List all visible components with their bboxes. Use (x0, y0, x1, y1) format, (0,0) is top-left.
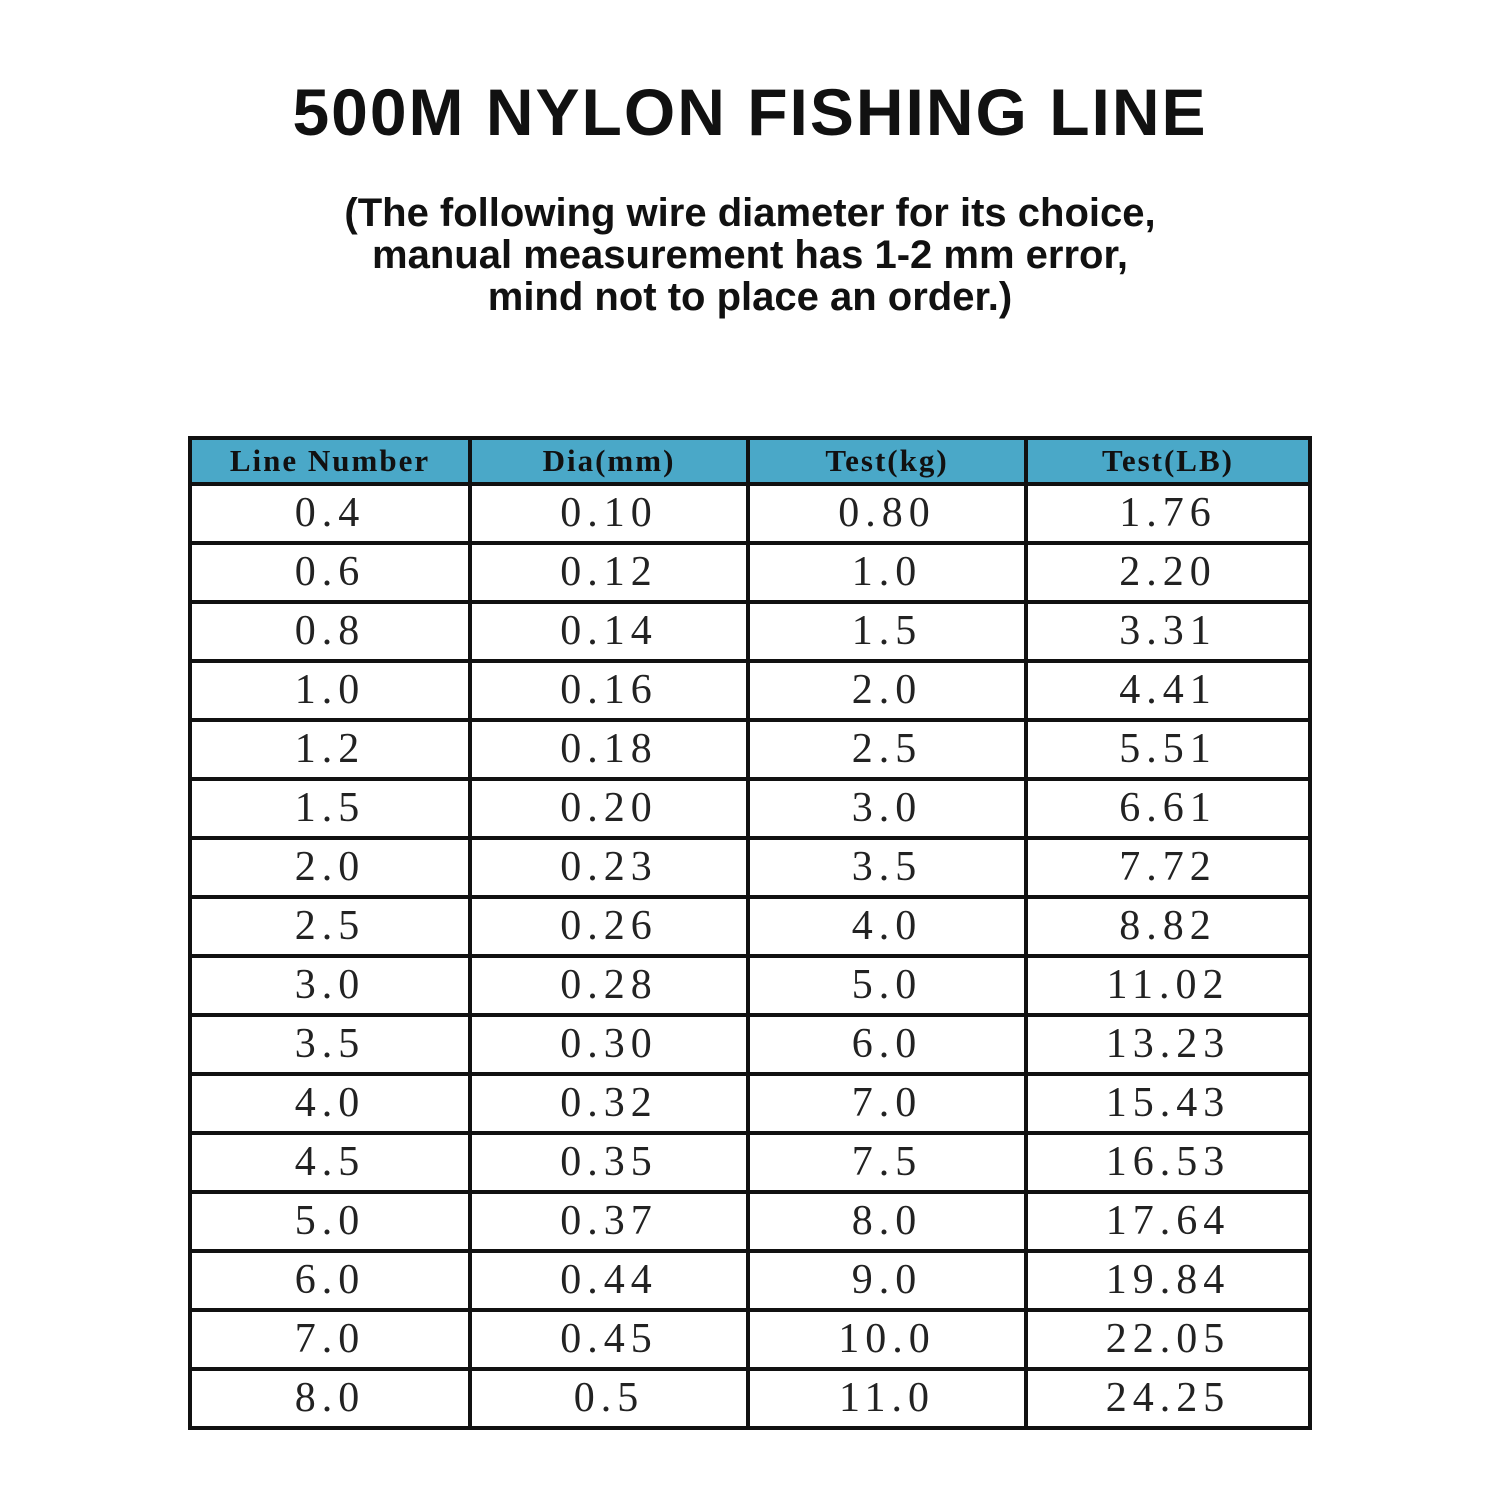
cell-test-lb: 2.20 (1026, 543, 1310, 602)
cell-test-lb: 13.23 (1026, 1015, 1310, 1074)
cell-line-number: 1.2 (190, 720, 470, 779)
table-header-row (190, 438, 1310, 484)
cell-line-number: 0.4 (190, 484, 470, 543)
cell-test-kg: 8.0 (748, 1192, 1026, 1251)
spec-table (188, 436, 1312, 1430)
table-row (190, 1074, 1310, 1133)
subtitle-line: (The following wire diameter for its choice, (344, 191, 1156, 235)
table-row (190, 1192, 1310, 1251)
table-row (190, 484, 1310, 543)
cell-test-lb: 8.82 (1026, 897, 1310, 956)
cell-test-lb: 22.05 (1026, 1310, 1310, 1369)
cell-test-kg: 0.80 (748, 484, 1026, 543)
cell-diameter: 0.28 (470, 956, 748, 1015)
table-row (190, 543, 1310, 602)
cell-diameter: 0.44 (470, 1251, 748, 1310)
cell-test-lb: 5.51 (1026, 720, 1310, 779)
cell-line-number: 2.5 (190, 897, 470, 956)
cell-test-kg: 5.0 (748, 956, 1026, 1015)
table-row (190, 1133, 1310, 1192)
cell-diameter: 0.16 (470, 661, 748, 720)
cell-diameter: 0.5 (470, 1369, 748, 1428)
table-row (190, 1251, 1310, 1310)
cell-test-kg: 2.0 (748, 661, 1026, 720)
cell-test-kg: 11.0 (748, 1369, 1026, 1428)
table-body (190, 484, 1310, 1428)
cell-test-kg: 3.0 (748, 779, 1026, 838)
cell-diameter: 0.20 (470, 779, 748, 838)
cell-diameter: 0.23 (470, 838, 748, 897)
table-row (190, 1369, 1310, 1428)
table-row (190, 779, 1310, 838)
cell-diameter: 0.12 (470, 543, 748, 602)
cell-test-kg: 1.5 (748, 602, 1026, 661)
cell-line-number: 1.0 (190, 661, 470, 720)
cell-line-number: 5.0 (190, 1192, 470, 1251)
subtitle-line: mind not to place an order.) (487, 275, 1013, 319)
cell-diameter: 0.45 (470, 1310, 748, 1369)
cell-test-lb: 4.41 (1026, 661, 1310, 720)
cell-line-number: 0.8 (190, 602, 470, 661)
column-header-test-lb: Test(LB) (1026, 438, 1310, 484)
cell-test-lb: 17.64 (1026, 1192, 1310, 1251)
table-row (190, 602, 1310, 661)
column-header-line-number: Line Number (190, 438, 470, 484)
spec-table-container (188, 436, 1308, 1430)
table-row (190, 1310, 1310, 1369)
cell-diameter: 0.18 (470, 720, 748, 779)
cell-test-lb: 3.31 (1026, 602, 1310, 661)
cell-diameter: 0.26 (470, 897, 748, 956)
cell-test-lb: 24.25 (1026, 1369, 1310, 1428)
cell-test-kg: 7.0 (748, 1074, 1026, 1133)
table-row (190, 661, 1310, 720)
page-subtitle (0, 192, 1500, 318)
cell-line-number: 4.5 (190, 1133, 470, 1192)
cell-test-kg: 6.0 (748, 1015, 1026, 1074)
cell-test-kg: 4.0 (748, 897, 1026, 956)
cell-diameter: 0.37 (470, 1192, 748, 1251)
cell-line-number: 2.0 (190, 838, 470, 897)
cell-test-lb: 15.43 (1026, 1074, 1310, 1133)
cell-line-number: 4.0 (190, 1074, 470, 1133)
subtitle-line: manual measurement has 1-2 mm error, (372, 233, 1128, 277)
column-header-diameter: Dia(mm) (470, 438, 748, 484)
cell-test-kg: 2.5 (748, 720, 1026, 779)
cell-test-lb: 19.84 (1026, 1251, 1310, 1310)
cell-test-kg: 9.0 (748, 1251, 1026, 1310)
table-row (190, 1015, 1310, 1074)
cell-line-number: 1.5 (190, 779, 470, 838)
table-row (190, 897, 1310, 956)
column-header-test-kg: Test(kg) (748, 438, 1026, 484)
cell-line-number: 0.6 (190, 543, 470, 602)
cell-line-number: 3.5 (190, 1015, 470, 1074)
cell-test-lb: 1.76 (1026, 484, 1310, 543)
cell-test-lb: 11.02 (1026, 956, 1310, 1015)
cell-line-number: 6.0 (190, 1251, 470, 1310)
page-title: 500M NYLON FISHING LINE (292, 75, 1208, 149)
cell-diameter: 0.14 (470, 602, 748, 661)
cell-test-lb: 7.72 (1026, 838, 1310, 897)
cell-line-number: 7.0 (190, 1310, 470, 1369)
cell-diameter: 0.30 (470, 1015, 748, 1074)
table-row (190, 720, 1310, 779)
cell-test-kg: 10.0 (748, 1310, 1026, 1369)
cell-line-number: 3.0 (190, 956, 470, 1015)
cell-diameter: 0.10 (470, 484, 748, 543)
cell-line-number: 8.0 (190, 1369, 470, 1428)
cell-diameter: 0.35 (470, 1133, 748, 1192)
cell-test-kg: 3.5 (748, 838, 1026, 897)
cell-diameter: 0.32 (470, 1074, 748, 1133)
cell-test-kg: 7.5 (748, 1133, 1026, 1192)
table-row (190, 838, 1310, 897)
table-row (190, 956, 1310, 1015)
cell-test-lb: 6.61 (1026, 779, 1310, 838)
cell-test-lb: 16.53 (1026, 1133, 1310, 1192)
cell-test-kg: 1.0 (748, 543, 1026, 602)
